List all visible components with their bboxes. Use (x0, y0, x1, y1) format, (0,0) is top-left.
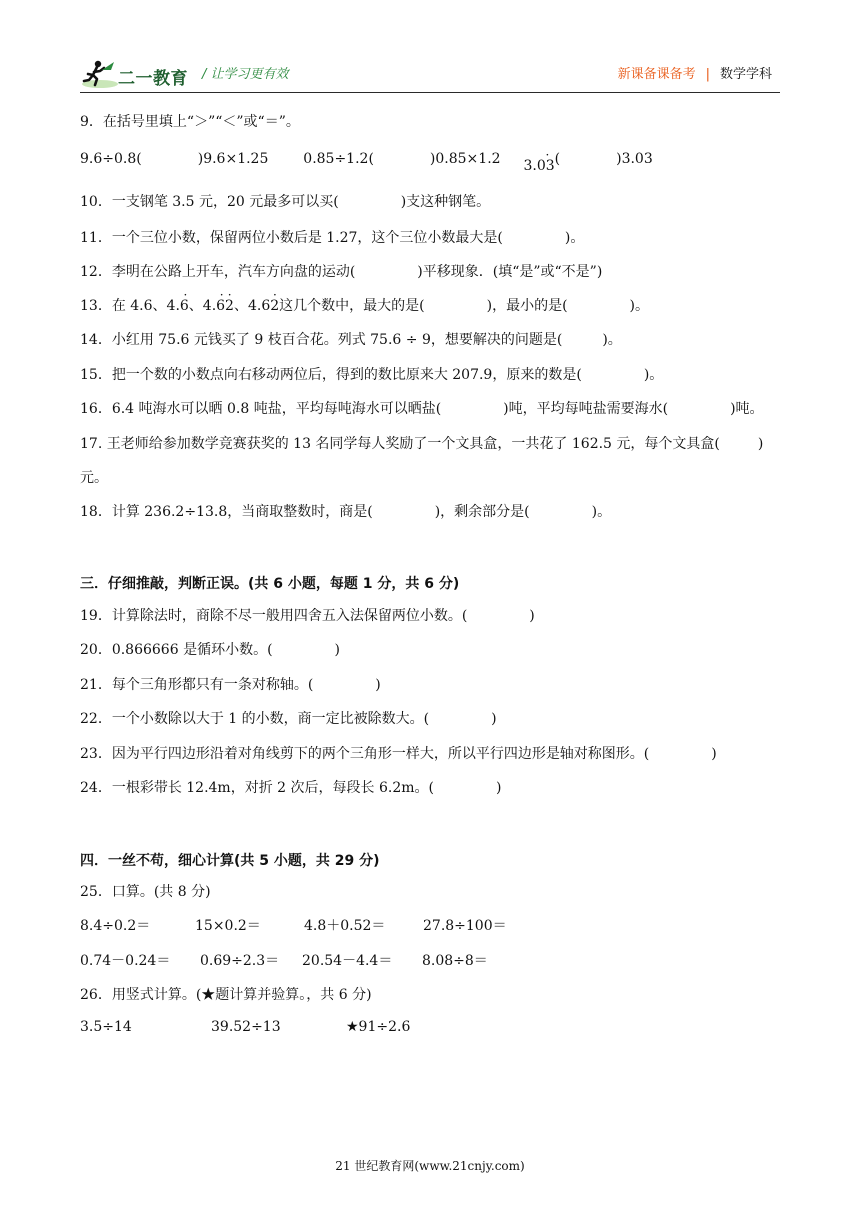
question-10: 10．一支钢笔 3.5 元，20 元最多可以买( )支这种钢笔。 (80, 194, 491, 210)
q13-repeating-1: 4.6 · (166, 288, 189, 314)
q9-item-a-left: 9.6÷0.8( (80, 151, 142, 167)
slogan: / 让学习更有效 (202, 67, 289, 82)
oral-calc-item: 20.54－4.4＝ (302, 953, 393, 969)
question-13: 13．在 4.6、4.6 · 、4.62 · · 、4.62 · 这几个数中，最大的是( )，最小的是( )。 (80, 288, 650, 314)
question-11: 11．一个三位小数，保留两位小数后是 1.27，这个三位小数最大是( )。 (80, 230, 585, 246)
question-9-items (80, 148, 653, 174)
header-separator: | (705, 67, 710, 82)
q9-item-b-right: )0.85×1.2 (429, 151, 501, 167)
header-right (618, 63, 772, 82)
oral-calc-item: 27.8÷100＝ (423, 918, 507, 934)
q9-item-c-right: )3.03 (616, 151, 653, 167)
section-4-title: 四．一丝不苟，细心计算(共 5 小题，共 29 分) (80, 853, 380, 869)
q13-repeating-3: 4.62 · (247, 288, 280, 314)
vertical-calc-item: ★91÷2.6 (346, 1019, 411, 1035)
oral-calc-item: 8.4÷0.2＝ (80, 918, 151, 934)
vertical-calc-item: 3.5÷14 (80, 1019, 132, 1035)
page-header (80, 58, 780, 93)
question-12: 12．李明在公路上开车，汽车方向盘的运动( )平移现象．(填“是”或“不是”) (80, 264, 603, 280)
runner-logo-icon (80, 58, 120, 90)
course-label: 新课备课备考 (617, 67, 696, 82)
q13-repeating-2: 4.62 · · (202, 288, 234, 314)
question-19: 19．计算除法时，商除不尽一般用四舍五入法保留两位小数。( ) (80, 608, 535, 624)
question-20: 20．0.866666 是循环小数。( ) (80, 642, 340, 658)
question-17-cont: 元。 (80, 470, 108, 486)
question-9: 9．在括号里填上“＞”“＜”或“＝”。 (80, 114, 300, 130)
page-footer: 21 世纪教育网(www.21cnjy.com) (335, 1159, 525, 1173)
logo (80, 58, 190, 90)
logo-text: 二一教育 (118, 69, 188, 89)
question-15: 15．把一个数的小数点向右移动两位后，得到的数比原来大 207.9，原来的数是( )。 (80, 367, 664, 383)
question-23: 23．因为平行四边形沿着对角线剪下的两个三角形一样大，所以平行四边形是轴对称图形。( ) (80, 746, 717, 762)
question-24: 24．一根彩带长 12.4m，对折 2 次后，每段长 6.2m。( ) (80, 780, 502, 796)
oral-calc-item: 15×0.2＝ (195, 918, 261, 934)
question-22: 22．一个小数除以大于 1 的小数，商一定比被除数大。( ) (80, 711, 497, 727)
question-14: 14．小红用 75.6 元钱买了 9 枝百合花。列式 75.6 ÷ 9，想要解决的问题是( )。 (80, 332, 622, 348)
question-18: 18．计算 236.2÷13.8，当商取整数时，商是( )，剩余部分是( )。 (80, 504, 612, 520)
subject-label: 数学学科 (719, 67, 772, 82)
oral-calc-item: 0.74－0.24＝ (80, 953, 171, 969)
section-3-title: 三．仔细推敲，判断正误。(共 6 小题，每题 1 分，共 6 分) (80, 576, 460, 592)
question-16: 16．6.4 吨海水可以晒 0.8 吨盐，平均每吨海水可以晒盐( )吨，平均每吨盐需要海水( )吨。 (80, 401, 764, 417)
q9-repeating-number: 3.03 · (523, 148, 555, 174)
question-25: 25．口算。(共 8 分) (80, 884, 211, 900)
question-17: 17. 王老师给参加数学竞赛获奖的 13 名同学每人奖励了一个文具盒，一共花了 162.5 元，每个文具盒( ) (80, 436, 764, 452)
oral-calc-item: 8.08÷8＝ (422, 953, 488, 969)
vertical-calc-item: 39.52÷13 (211, 1019, 281, 1035)
q9-item-b-left: 0.85÷1.2( (303, 151, 374, 167)
q9-item-c-left: ( (554, 151, 561, 167)
oral-calc-item: 0.69÷2.3＝ (200, 953, 280, 969)
oral-calc-item: 4.8＋0.52＝ (304, 918, 386, 934)
question-26: 26．用竖式计算。(★题计算并验算。，共 6 分) (80, 987, 372, 1003)
q9-item-a-right: )9.6×1.25 (197, 151, 269, 167)
question-21: 21．每个三角形都只有一条对称轴。( ) (80, 677, 381, 693)
